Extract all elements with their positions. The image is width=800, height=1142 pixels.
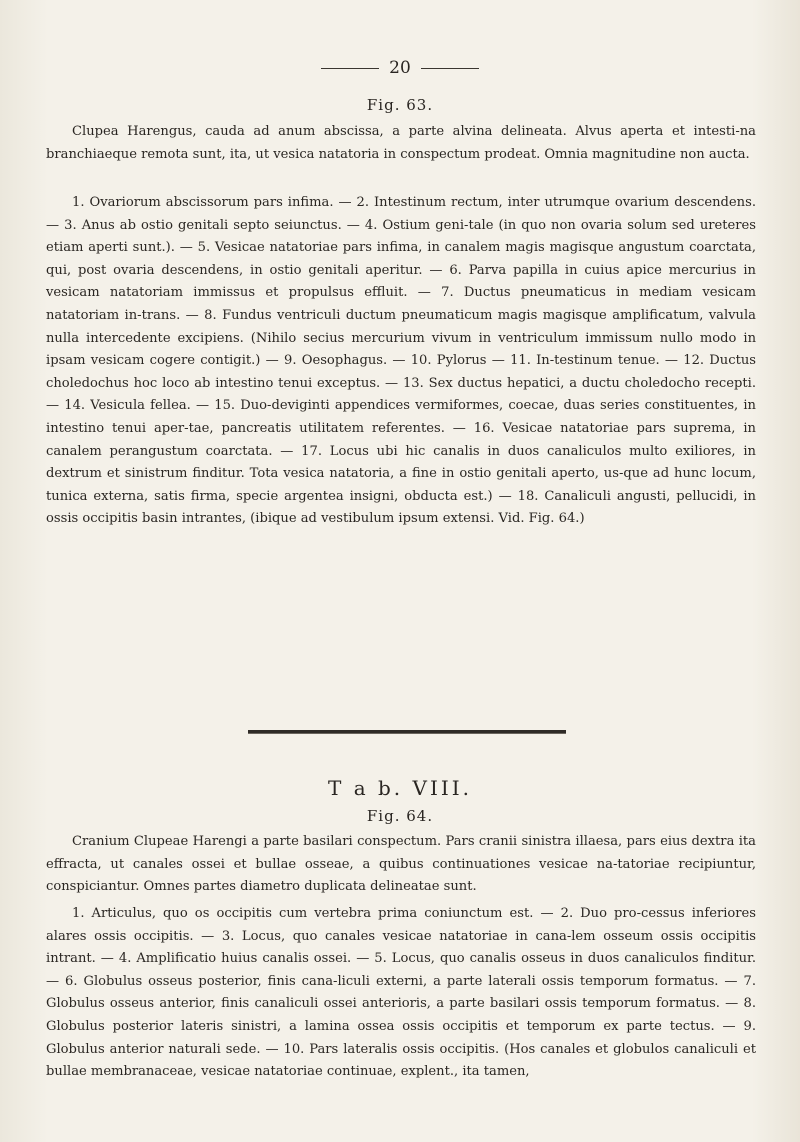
figure-64-description [46, 903, 756, 1084]
section-divider [248, 730, 566, 734]
table-heading: T a b. VIII. [328, 776, 472, 800]
figure-64-title: Fig. 64. [366, 807, 434, 825]
figure-63-description [46, 192, 756, 531]
figure-64-intro-text: Cranium Clupeae Harengi a parte basilari conspectum. Pars cranii sinistra illaesa, pars eius dextra ita effracta, ut canales ossei et bullae osseae, a quibus continuationes vesicae na-tatoriae recipiuntur, conspiciantur. Omnes partes diametro duplicata delineatae sunt. [46, 834, 756, 895]
figure-63-intro-text: Clupea Harengus, cauda ad anum abscissa, a parte alvina delineata. Alvus aperta et intesti-na branchiaeque remota sunt, ita, ut vesica natatoria in conspectum prodeat. Omnia magnitudine non aucta. [46, 124, 756, 162]
figure-63-intro [46, 121, 756, 166]
header-rule-right [421, 68, 479, 69]
figure-64-intro [46, 831, 756, 899]
header-rule-left [321, 68, 379, 69]
figure-64-description-text: 1. Articulus, quo os occipitis cum vertebra prima coniunctum est. — 2. Duo pro-cessus inferiores alares ossis occipitis. — 3. Locus, quo canales vesicae natatoriae in cana-lem osseum ossis occipitis intrant. — 4. Amplificatio huius canalis ossei. — 5. Locus, quo canalis osseus in duos canaliculos finditur. — 6. Globulus osseus posterior, finis cana-liculi externi, a parte laterali ossis temporum formatus. — 7. Globulus osseus anterior, finis canaliculi ossei anterioris, a parte basilari ossis temporum formatus. — 8. Globulus posterior lateris sinistri, a lamina ossea ossis occipitis et temporum ex parte tectus. — 9. Globulus anterior naturali sede. — 10. Pars lateralis ossis occipitis. (Hos canales et globulos canaliculi et bullae membranaceae, vesicae natatoriae continuae, explent., ita tamen, [46, 906, 756, 1080]
page-header [0, 58, 800, 78]
figure-63-title: Fig. 63. [366, 96, 434, 114]
page-number: 20 [389, 58, 411, 78]
figure-63-description-text: 1. Ovariorum abscissorum pars infima. — 2. Intestinum rectum, inter utrumque ovarium descendens. — 3. Anus ab ostio genitali septo seiunctus. — 4. Ostium geni-tale (in quo non ovaria solum sed ureteres etiam aperti sunt.). — 5. Vesicae natatoriae pars infima, in canalem magis magisque angustum coarctata, qui, post ovaria descendens, in ostio genitali aperitur. — 6. Parva papilla in cuius apice mercurius in vesicam natatoriam immissus et propulsus effluit. — 7. Ductus pneumaticus in mediam vesicam natatoriam in-trans. — 8. Fundus ventriculi ductum pneumaticum magis magisque amplificatum, valvula nulla intercedente excipiens. (Nihilo secius mercurium vivum in ventriculum immissum nullo modo in ipsam vesicam cogere contigit.) — 9. Oesophagus. — 10. Pylorus — 11. In-testinum tenue. — 12. Ductus choledochus hoc loco ab intestino tenui exceptus. — 13. Sex ductus hepatici, a ductu choledocho recepti. — 14. Vesicula fellea. — 15. Duo-deviginti appendices vermiformes, coecae, duas series constituentes, in intestino tenui aper-tae, pancreatis utilitatem referentes. — 16. Vesicae natatoriae pars suprema, in canalem perangustum coarctata. — 17. Locus ubi hic canalis in duos canaliculos multo exiliores, in dextrum et sinistrum finditur. Tota vesica natatoria, a fine in ostio genitali aperto, us-que ad hunc locum, tunica externa, satis firma, specie argentea insigni, obducta est.) — 18. Canaliculi angusti, pellucidi, in ossis occipitis basin intrantes, (ibique ad vestibulum ipsum extensi. Vid. Fig. 64.) [46, 195, 756, 527]
